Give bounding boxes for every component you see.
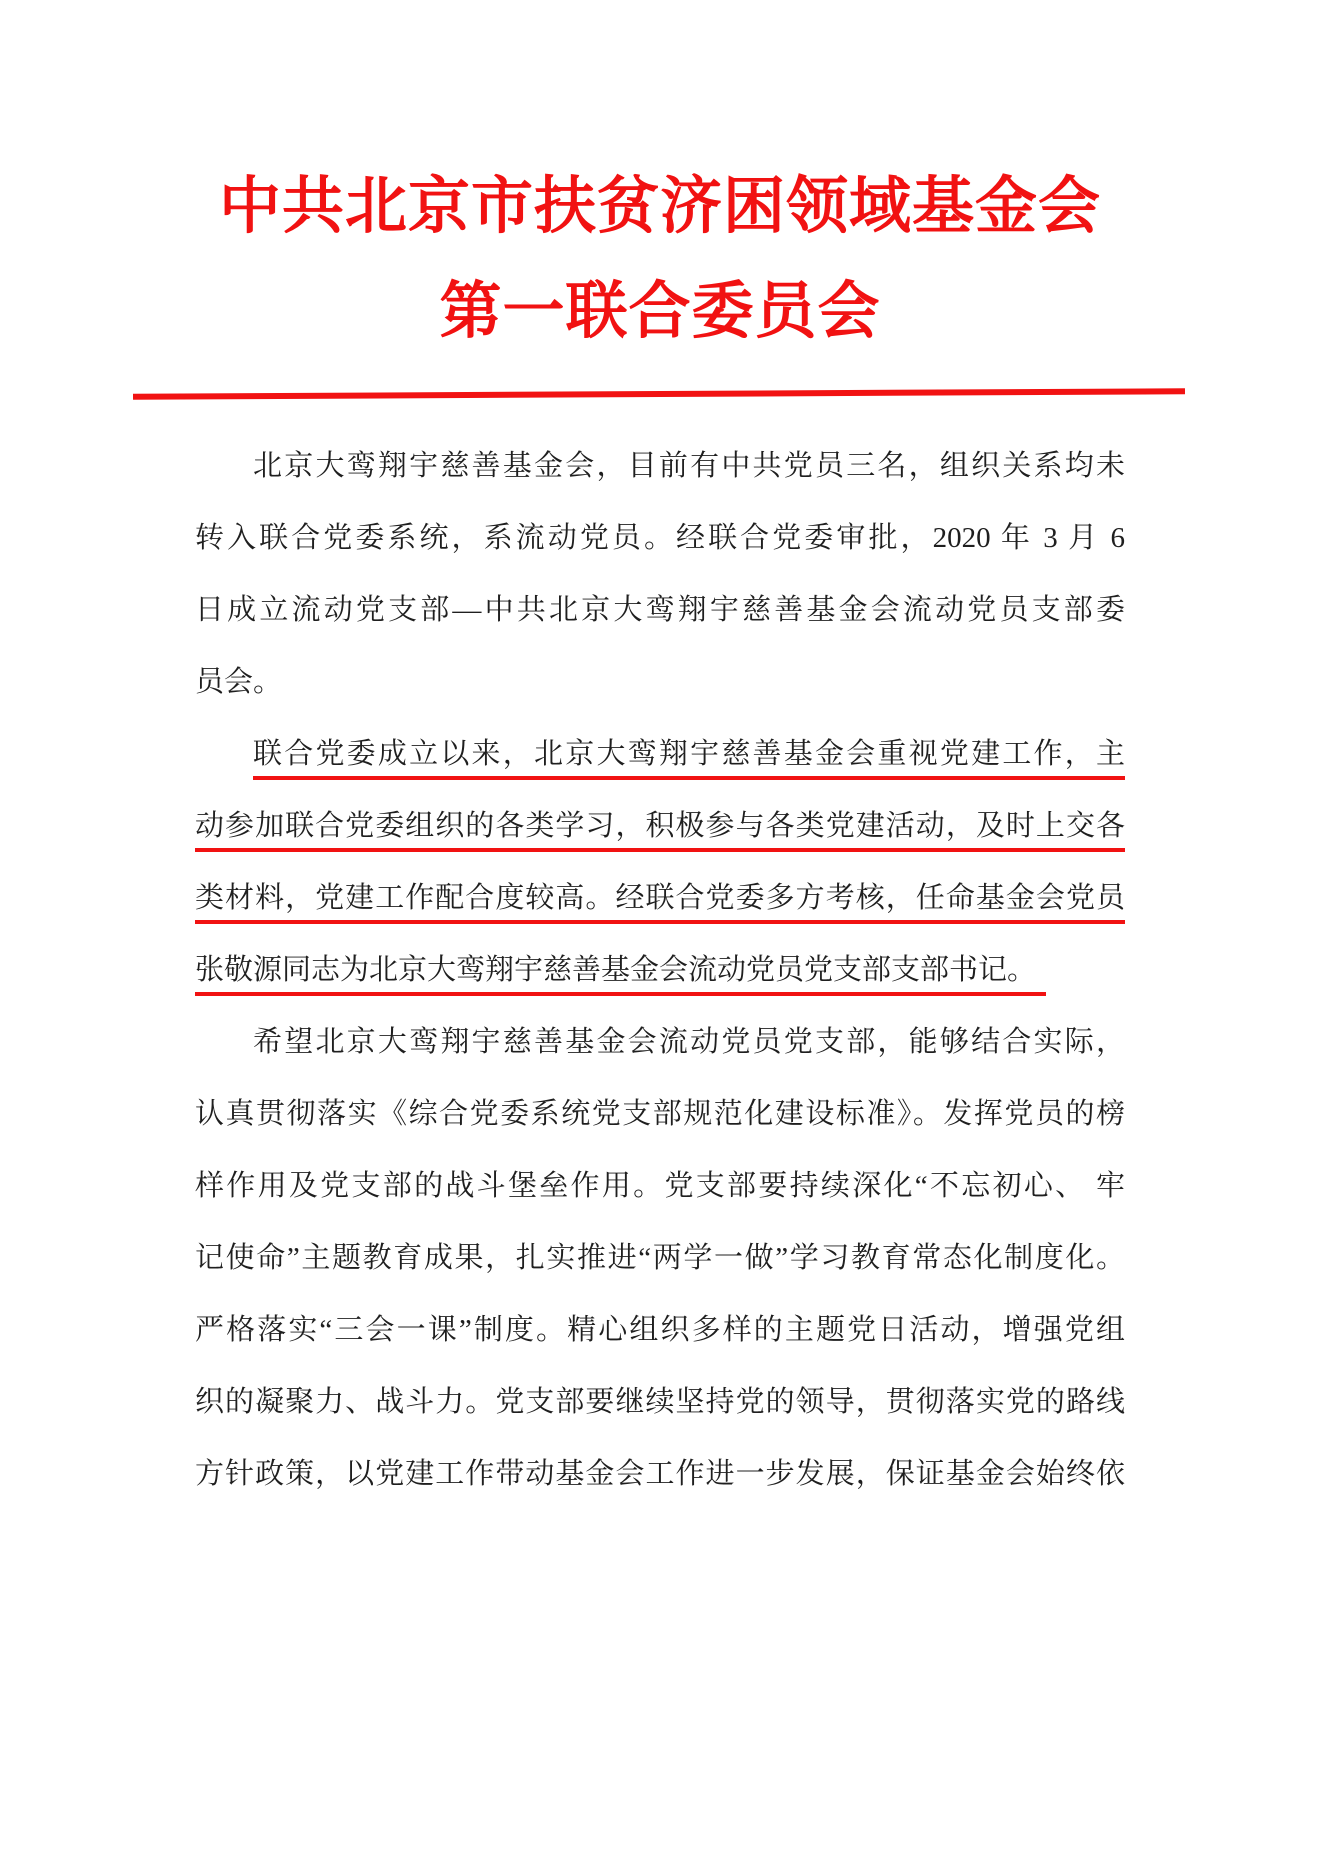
paragraph-1-line-1: 北京大鸾翔宇慈善基金会，目前有中共党员三名，组织关系均未 [253, 450, 1125, 482]
paragraph-2-underlined-line-3: 类材料，党建工作配合度较高。经联合党委多方考核，任命基金会党员 [195, 862, 1125, 934]
title-line-2: 第一联合委员会 [439, 278, 881, 346]
paragraph-3-line-6: 织的凝聚力、战斗力。党支部要继续坚持党的领导，贯彻落实党的路线 [195, 1386, 1125, 1418]
paragraph-3-line-2: 认真贯彻落实《综合党委系统党支部规范化建设标准》。发挥党员的榜 [195, 1098, 1125, 1130]
paragraph-2-underlined-line-2: 动参加联合党委组织的各类学习，积极参与各类党建活动，及时上交各 [195, 790, 1125, 862]
paragraph-3-line-1: 希望北京大鸾翔宇慈善基金会流动党员党支部，能够结合实际， [253, 1026, 1125, 1058]
paragraph-2-underlined-line-1: 联合党委成立以来，北京大鸾翔宇慈善基金会重视党建工作，主 [195, 718, 1125, 790]
paragraph-3-line-4: 记使命”主题教育成果，扎实推进“两学一做”学习教育常态化制度化。 [195, 1242, 1125, 1274]
paragraph-1-line-3: 日成立流动党支部—中共北京大鸾翔宇慈善基金会流动党员支部委 [195, 594, 1125, 626]
paragraph-1-line-4: 员会。 [195, 666, 283, 698]
paragraph-2-underlined-line-4: 张敬源同志为北京大鸾翔宇慈善基金会流动党员党支部支部书记。 [195, 934, 1125, 1006]
paragraph-1-line-2: 转入联合党委系统，系流动党员。经联合党委审批，2020 年 3 月 6 [195, 522, 1125, 554]
document-body [195, 430, 1125, 1510]
paragraph-3-line-5: 严格落实“三会一课”制度。精心组织多样的主题党日活动，增强党组 [195, 1314, 1125, 1346]
red-divider-rule [133, 388, 1185, 400]
paragraph-3-line-3: 样作用及党支部的战斗堡垒作用。党支部要持续深化“不忘初心、 牢 [195, 1170, 1125, 1202]
paragraph-3-line-7: 方针政策，以党建工作带动基金会工作进一步发展，保证基金会始终依 [195, 1458, 1125, 1490]
title-line-1: 中共北京市扶贫济困领域基金会 [218, 173, 1101, 241]
document-title [0, 0, 1320, 365]
